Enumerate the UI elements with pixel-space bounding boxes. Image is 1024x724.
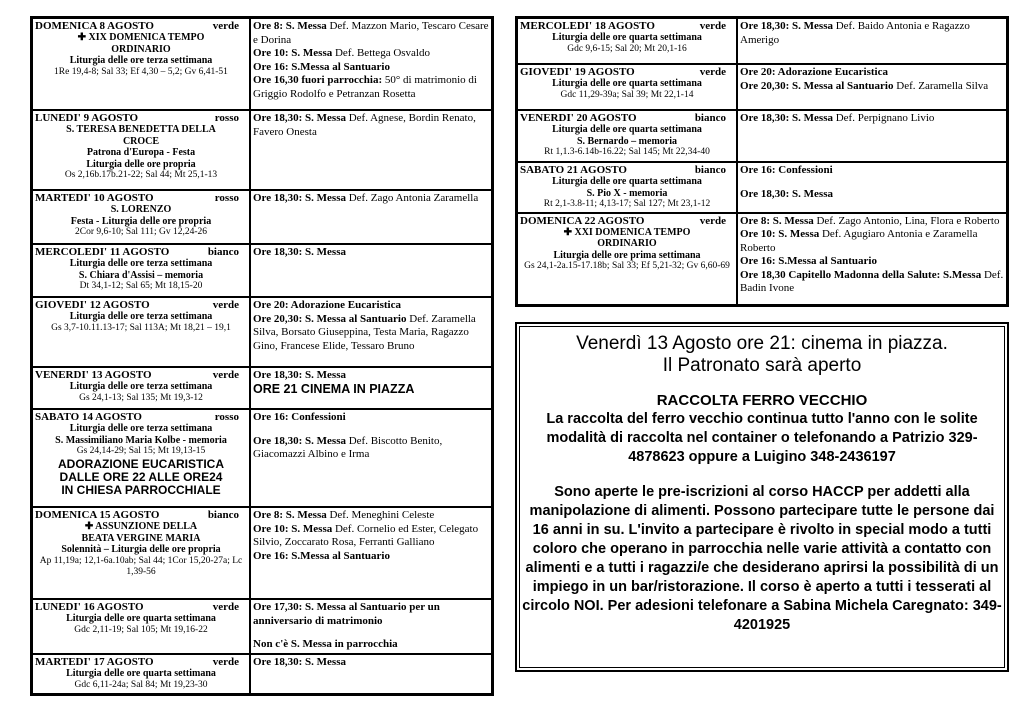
event-time: Ore 18,30: S. Messa — [253, 434, 346, 447]
day-cell — [32, 507, 250, 599]
events-cell — [250, 297, 492, 367]
liturgical-color: rosso — [214, 112, 239, 124]
readings: Gs 24,1-13; Sal 135; Mt 19,3-12 — [79, 392, 203, 403]
spacer — [253, 628, 489, 638]
day-cell — [32, 297, 250, 367]
schedule-row — [32, 190, 492, 244]
readings: Rt 1,1.3-6.14b-16.22; Sal 145; Mt 22,34-40 — [544, 147, 710, 157]
liturgical-color: verde — [212, 656, 239, 668]
event-time: Ore 10: S. Messa — [253, 47, 333, 59]
event-line — [253, 369, 489, 383]
readings: Gs 24,14-29; Sal 15; Mt 19,13-15 — [76, 446, 206, 456]
liturgical-color: rosso — [214, 411, 239, 423]
day-date: LUNEDI' 16 AGOSTO — [35, 601, 144, 613]
event-detail: Def. Badin Ivone — [740, 268, 1004, 294]
liturgy-line: S. Bernardo – memoria — [577, 135, 677, 147]
event-detail: Def. Mazzon Mario, Tescaro Cesare e Dorina — [253, 20, 489, 46]
event-time: Ore 20,30: S. Messa al Santuario — [740, 79, 894, 92]
day-cell — [517, 64, 737, 110]
event-time: Ore 8: S. Messa — [253, 20, 327, 32]
event-time: Ore 18,30: S. Messa — [253, 656, 346, 668]
day-date: SABATO 21 AGOSTO — [520, 164, 627, 176]
readings: Gdc 2,11-19; Sal 105; Mt 19,16-22 — [74, 624, 208, 635]
liturgy-line: Liturgia delle ore terza settimana — [69, 381, 213, 392]
schedule-row — [517, 162, 1007, 213]
day-cell — [517, 18, 737, 64]
liturgical-color: verde — [699, 214, 726, 227]
liturgy-line: S. Pio X - memoria — [586, 187, 668, 199]
event-time: Ore 18,30 Capitello Madonna della Salute: S.Messa — [740, 268, 982, 281]
notice-inner — [519, 326, 1005, 668]
schedule-row — [517, 18, 1007, 64]
events-cell — [737, 18, 1007, 64]
schedule-row — [517, 64, 1007, 110]
event-detail: 50° di matrimonio di Griggio Rodolfo e Petranzan Rosetta — [253, 74, 477, 100]
event-line — [253, 313, 489, 354]
day-cell — [32, 244, 250, 297]
event-detail: Def. Agugiaro Antonia e Zaramella Roberto — [740, 228, 978, 254]
event-line — [253, 601, 489, 628]
schedule-row — [32, 18, 492, 110]
day-header — [35, 192, 247, 204]
adoration-note: ADORAZIONE EUCARISTICA — [57, 456, 224, 471]
event-detail: Def. Zaramella Silva — [893, 79, 989, 92]
events-cell — [737, 110, 1007, 162]
event-time: Ore 10: S. Messa — [253, 522, 333, 535]
event-detail: Def. Biscotto Benito, Giacomazzi Albino e Irma — [253, 434, 443, 460]
schedule-row — [517, 110, 1007, 162]
event-line — [253, 47, 489, 61]
day-date: MARTEDI' 17 AGOSTO — [35, 656, 154, 668]
day-cell — [32, 367, 250, 409]
day-header — [520, 112, 734, 124]
day-date: DOMENICA 8 AGOSTO — [35, 20, 154, 32]
day-date: MARTEDI' 10 AGOSTO — [35, 192, 154, 204]
event-line — [740, 112, 1004, 126]
event-time: Ore 20: Adorazione Eucaristica — [253, 299, 401, 311]
event-time: Ore 16: S.Messa al Santuario — [253, 60, 390, 73]
event-time: Ore 18,30: S. Messa — [253, 246, 346, 258]
schedule-table-left — [30, 16, 494, 696]
event-detail: Def. Meneghini Celeste — [326, 509, 435, 521]
event-time: Ore 18,30: S. Messa — [740, 20, 833, 32]
liturgy-line: Liturgia delle ore terza settimana — [69, 258, 213, 269]
event-time: Ore 18,30: S. Messa — [253, 192, 346, 204]
event-line — [253, 74, 489, 101]
event-line — [253, 656, 489, 670]
liturgical-color: bianco — [207, 246, 239, 258]
events-cell — [250, 110, 492, 190]
day-date: SABATO 14 AGOSTO — [35, 411, 142, 423]
schedule-row — [32, 244, 492, 297]
liturgical-color: bianco — [694, 164, 726, 176]
event-line — [253, 523, 489, 550]
liturgy-line: Liturgia delle ore quarta settimana — [552, 176, 702, 187]
event-time: Ore 20: Adorazione Eucaristica — [740, 66, 888, 78]
notice-paragraph-haccp: Sono aperte le pre-iscrizioni al corso HACCP per addetti alla manipolazione di alimenti. Possono partecipare tutte le persone dai 16 anni in su. L'invito a partecipare è rivolto in special modo a tutti coloro che operano in parrocchia nelle varie attività a contatto con alimenti e a tutti i ragazzi/e che desiderano aprirsi la possibilità di un impiego in un bar/ristorazione. Il corso è aperto a tutti i tesserati al circolo NOI. Per adesioni telefonare a Sabina Michela Caregnato: 349-4201925 — [522, 484, 1002, 633]
event-line — [740, 255, 1004, 269]
event-line — [253, 550, 489, 564]
event-line — [253, 246, 489, 260]
liturgy-line: S. Massimiliano Maria Kolbe - memoria — [55, 434, 227, 446]
readings: Ap 11,19a; 12,1-6a.10ab; Sal 44; 1Cor 15,20-27a; Lc 1,39-56 — [39, 555, 243, 577]
events-cell — [250, 367, 492, 409]
liturgy-line: S. TERESA BENEDETTA DELLA — [66, 124, 216, 135]
liturgy-line: Liturgia delle ore terza settimana — [69, 311, 213, 322]
right-schedule-column — [515, 16, 1009, 307]
liturgy-line: Liturgia delle ore terza settimana — [69, 423, 213, 434]
liturgy-line: Liturgia delle ore quarta settimana — [66, 613, 216, 624]
event-detail: Def. Perpignano Livio — [832, 112, 935, 124]
event-detail: Def. Baido Antonia e Ragazzo Amerigo — [740, 20, 970, 46]
liturgical-color: verde — [699, 20, 726, 32]
readings: Gdc 9,6-15; Sal 20; Mt 20,1-16 — [567, 43, 687, 54]
liturgy-line: Liturgia delle ore quarta settimana — [66, 668, 216, 679]
event-line — [253, 435, 489, 462]
day-cell — [32, 599, 250, 654]
event-line — [253, 411, 489, 425]
liturgy-line: BEATA VERGINE MARIA — [81, 532, 201, 544]
event-line — [740, 215, 1004, 229]
events-cell — [250, 18, 492, 110]
day-header — [35, 509, 247, 521]
day-header — [520, 215, 734, 227]
event-time: Non c'è S. Messa in parrocchia — [253, 638, 398, 650]
day-header — [520, 66, 734, 78]
event-detail: Def. Bettega Osvaldo — [332, 47, 430, 59]
event-line — [740, 20, 1004, 47]
readings: Os 2,16b.17b.21-22; Sal 44; Mt 25,1-13 — [64, 170, 218, 180]
events-cell — [250, 409, 492, 507]
readings: Gdc 11,29-39a; Sal 39; Mt 22,1-14 — [560, 89, 694, 100]
day-cell — [517, 213, 737, 305]
liturgical-color: bianco — [694, 112, 726, 124]
readings: Rt 2,1-3.8-11; 4,13-17; Sal 127; Mt 23,1-12 — [543, 199, 711, 209]
day-cell — [32, 409, 250, 507]
event-time: Ore 16: S.Messa al Santuario — [740, 255, 877, 267]
readings: Gs 3,7-10.11.13-17; Sal 113A; Mt 18,21 – 19,1 — [51, 322, 231, 333]
readings: 1Re 19,4-8; Sal 33; Ef 4,30 – 5,2; Gv 6,41-51 — [54, 66, 228, 77]
event-line — [740, 269, 1004, 296]
schedule-row — [32, 507, 492, 599]
liturgy-line: ✚ ASSUNZIONE DELLA — [84, 521, 198, 532]
day-cell — [517, 110, 737, 162]
event-time: Ore 18,30: S. Messa — [740, 187, 833, 200]
day-date: LUNEDI' 9 AGOSTO — [35, 112, 139, 124]
day-cell — [517, 162, 737, 213]
event-line — [740, 66, 1004, 80]
notice-paragraph-ferro: La raccolta del ferro vecchio continua tutto l'anno con le solite modalità di raccolta nel container o telefonando a Patrizio 329-4878623 oppure a Luigino 348-2436197 — [546, 411, 978, 465]
readings: Dt 34,1-12; Sal 65; Mt 18,15-20 — [79, 281, 203, 291]
day-cell — [32, 110, 250, 190]
liturgy-line: ✚ XXI DOMENICA TEMPO — [563, 226, 691, 238]
events-cell — [737, 162, 1007, 213]
event-time: Ore 16: Confessioni — [253, 411, 346, 423]
event-detail: Def. Zaramella Silva, Borsato Giuseppina, Testa Maria, Ragazzo Gino, Francese Elide, Tessaro Bruno — [253, 312, 476, 352]
liturgy-line: ✚ XIX DOMENICA TEMPO — [77, 32, 205, 43]
day-date: GIOVEDI' 12 AGOSTO — [35, 299, 150, 311]
day-date: VENERDI' 20 AGOSTO — [520, 112, 637, 124]
readings: 2Cor 9,6-10; Sal 111; Gv 12,24-26 — [74, 227, 208, 237]
event-line — [740, 80, 1004, 94]
event-time: Ore 18,30: S. Messa — [253, 369, 346, 381]
event-line — [253, 192, 489, 206]
schedule-row — [32, 110, 492, 190]
event-detail: Def. Cornelio ed Ester, Celegato Silvio, Zoccarato Rosa, Ferranti Galliano — [253, 522, 479, 548]
liturgical-color: verde — [212, 369, 239, 381]
event-line — [253, 299, 489, 313]
liturgical-color: verde — [212, 601, 239, 613]
event-time: Ore 16,30 fuori parrocchia: — [253, 74, 383, 86]
event-detail: Def. Zago Antonio, Lina, Flora e Roberto — [813, 214, 1000, 227]
event-time: Ore 16: S.Messa al Santuario — [253, 549, 390, 562]
event-time: Ore 8: S. Messa — [740, 214, 814, 227]
events-cell — [250, 599, 492, 654]
liturgy-line: Liturgia delle ore prima settimana — [553, 249, 701, 261]
day-header — [35, 369, 247, 381]
notice-box — [515, 322, 1009, 672]
liturgy-line: Liturgia delle ore propria — [86, 158, 196, 170]
day-header — [35, 411, 247, 423]
adoration-note: DALLE ORE 22 ALLE ORE24 — [59, 469, 223, 484]
event-time: Ore 10: S. Messa — [740, 228, 820, 240]
day-date: VENERDI' 13 AGOSTO — [35, 369, 152, 381]
liturgy-line: Patrona d'Europa - Festa — [86, 147, 196, 158]
liturgy-line: Liturgia delle ore quarta settimana — [552, 32, 702, 43]
cinema-note: ORE 21 CINEMA IN PIAZZA — [253, 381, 415, 396]
headline-line-2: Il Patronato sarà aperto — [662, 355, 862, 376]
day-header — [35, 20, 247, 32]
day-date: DOMENICA 15 AGOSTO — [35, 509, 160, 521]
liturgical-color: rosso — [214, 192, 239, 204]
spacer — [740, 178, 1004, 188]
left-schedule-column — [30, 16, 494, 696]
events-cell — [250, 654, 492, 694]
liturgy-line: ORDINARIO — [597, 238, 657, 249]
day-cell — [32, 18, 250, 110]
notice-title: RACCOLTA FERRO VECCHIO — [656, 392, 868, 409]
event-line — [253, 509, 489, 523]
day-header — [35, 246, 247, 258]
event-time: Ore 16: Confessioni — [740, 164, 833, 176]
event-line — [740, 228, 1004, 255]
adoration-note: IN CHIESA PARROCCHIALE — [61, 482, 221, 497]
event-time: Ore 18,30: S. Messa — [740, 112, 833, 124]
liturgical-color: verde — [212, 20, 239, 32]
day-header — [35, 601, 247, 613]
liturgical-color: verde — [699, 66, 726, 78]
day-date: DOMENICA 22 AGOSTO — [520, 214, 645, 227]
event-line — [740, 164, 1004, 178]
event-detail: Def. Agnese, Bordin Renato, Favero Onesta — [253, 112, 476, 138]
day-header — [520, 20, 734, 32]
day-date: MERCOLEDI' 18 AGOSTO — [520, 20, 655, 32]
events-cell — [737, 213, 1007, 305]
schedule-table-right — [515, 16, 1009, 307]
liturgy-line: S. Chiara d'Assisi – memoria — [78, 269, 204, 281]
liturgy-line: Liturgia delle ore terza settimana — [69, 55, 213, 66]
schedule-row — [32, 654, 492, 694]
liturgy-line: Festa - Liturgia delle ore propria — [70, 215, 212, 227]
readings: Gs 24,1-2a.15-17.18b; Sal 33; Ef 5,21-32; Gv 6,60-69 — [524, 261, 730, 271]
event-time: Ore 17,30: S. Messa al Santuario per un anniversario di matrimonio — [253, 601, 440, 627]
schedule-row — [32, 409, 492, 507]
events-cell — [250, 244, 492, 297]
schedule-row — [32, 599, 492, 654]
headline-line-1: Venerdì 13 Agosto ore 21: cinema in piazza. — [576, 333, 948, 354]
day-cell — [32, 654, 250, 694]
day-header — [35, 299, 247, 311]
event-line — [740, 188, 1004, 202]
schedule-row — [32, 367, 492, 409]
event-time: Ore 18,30: S. Messa — [253, 112, 346, 124]
readings: Gdc 6,11-24a; Sal 84; Mt 19,23-30 — [74, 679, 208, 690]
events-cell — [250, 507, 492, 599]
liturgical-color: verde — [212, 299, 239, 311]
event-line — [253, 112, 489, 139]
event-line — [253, 20, 489, 47]
events-cell — [737, 64, 1007, 110]
day-date: GIOVEDI' 19 AGOSTO — [520, 66, 635, 78]
day-header — [520, 164, 734, 176]
liturgical-color: bianco — [207, 509, 239, 521]
event-line — [253, 638, 489, 652]
spacer — [253, 425, 489, 435]
event-line — [253, 61, 489, 75]
liturgy-line: Liturgia delle ore quarta settimana — [552, 124, 702, 135]
liturgy-line: S. LORENZO — [110, 204, 172, 215]
day-cell — [32, 190, 250, 244]
event-detail: Def. Zago Antonia Zaramella — [345, 192, 479, 204]
day-header — [35, 112, 247, 124]
schedule-row — [517, 213, 1007, 305]
liturgy-line: CROCE — [122, 135, 160, 147]
event-time: Ore 20,30: S. Messa al Santuario — [253, 312, 407, 325]
liturgy-line: Solennità – Liturgia delle ore propria — [61, 544, 221, 555]
liturgy-line: ORDINARIO — [111, 43, 171, 55]
events-cell — [250, 190, 492, 244]
liturgy-line: Liturgia delle ore quarta settimana — [552, 78, 702, 89]
day-header — [35, 656, 247, 668]
event-time: Ore 8: S. Messa — [253, 509, 327, 521]
schedule-row — [32, 297, 492, 367]
day-date: MERCOLEDI' 11 AGOSTO — [35, 246, 170, 258]
